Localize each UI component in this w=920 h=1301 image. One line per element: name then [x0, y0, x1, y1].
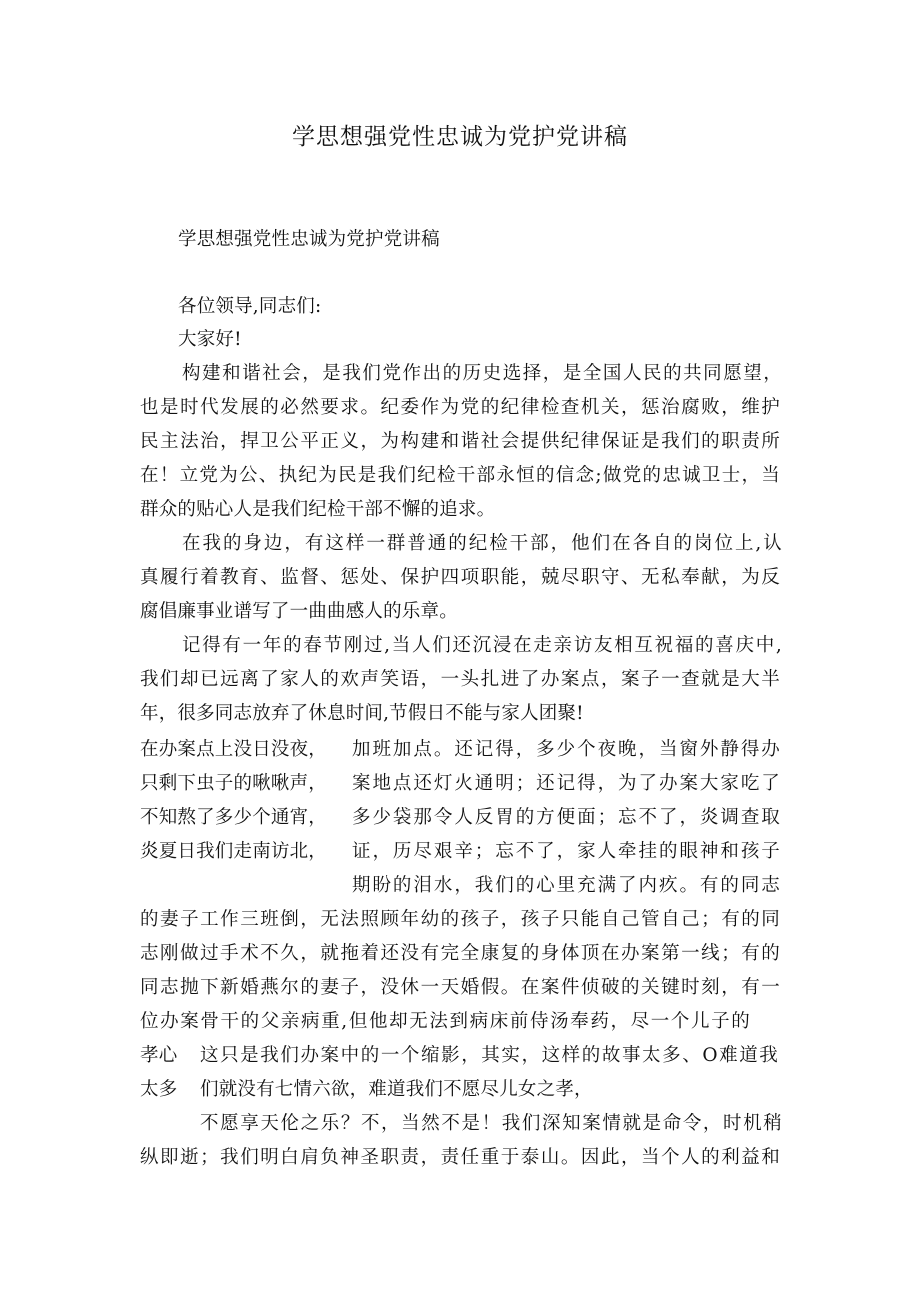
paragraph-2-line: 腐倡廉事业谱写了一曲曲感人的乐章。	[140, 601, 458, 622]
left-column-line: 不知熬了多少个通宵，	[140, 807, 328, 828]
salutation: 各位领导,同志们:	[178, 296, 322, 317]
paragraph-1-line: 在！立党为公、执纪为民是我们纪检干部永恒的信念;做党的忠诚卫士，当	[140, 465, 780, 486]
side-right-line: 这只是我们办案中的一个缩影，其实，这样的故事太多、O难道我	[200, 1045, 778, 1066]
paragraph-3-line: 年，很多同志放弃了休息时间,节假日不能与家人团聚!	[140, 703, 584, 724]
paragraph-3-line: 记得有一年的春节刚过,当人们还沉浸在走亲访友相互祝福的喜庆中,	[182, 635, 782, 656]
paragraph-1-line: 也是时代发展的必然要求。纪委作为党的纪律检查机关，惩治腐败，维护	[140, 397, 780, 418]
paragraph-1-line: 构建和谐社会，是我们党作出的历史选择，是全国人民的共同愿望，	[182, 363, 782, 384]
right-column-line: 加班加点。还记得，多少个夜晚，当窗外静得办	[352, 739, 780, 760]
subtitle: 学思想强党性忠诚为党护党讲稿	[178, 229, 440, 250]
paragraph-1-line: 群众的贴心人是我们纪检干部不懈的追求。	[140, 499, 496, 520]
left-column-line: 只剩下虫子的啾啾声，	[140, 773, 328, 794]
paragraph-4-line: 志刚做过手术不久，就拖着还没有完全康复的身体顶在办案第一线；有的	[140, 943, 780, 964]
right-column-line: 证，历尽艰辛；忘不了，家人牵挂的眼神和孩子	[352, 841, 780, 862]
paragraph-1-line: 民主法治，捍卫公平正义，为构建和谐社会提供纪律保证是我们的职责所	[140, 431, 780, 452]
paragraph-5-line: 不愿享天伦之乐？不，当然不是！我们深知案情就是命令，时机稍	[200, 1113, 782, 1134]
right-column-line: 期盼的泪水，我们的心里充满了内疚。有的同志	[352, 875, 780, 896]
paragraph-4-line: 的妻子工作三班倒，无法照顾年幼的孩子，孩子只能自己管自己；有的同	[140, 909, 780, 930]
right-column-line: 案地点还灯火通明；还记得，为了办案大家吃了	[352, 773, 780, 794]
paragraph-2-line: 真履行着教育、监督、惩处、保护四项职能，兢尽职守、无私奉献，为反	[140, 567, 780, 588]
paragraph-4-line: 同志抛下新婚燕尔的妻子，没休一天婚假。在案件侦破的关键时刻，有一	[140, 977, 780, 998]
greeting: 大家好!	[178, 329, 242, 350]
left-column-line: 在办案点上没日没夜，	[140, 739, 328, 760]
document-title: 学思想强党性忠诚为党护党讲稿	[292, 124, 628, 150]
paragraph-3-line: 我们却已远离了家人的欢声笑语，一头扎进了办案点，案子一查就是大半	[140, 669, 780, 690]
left-column-line: 炎夏日我们走南访北，	[140, 841, 328, 862]
side-right-line: 们就没有七情六欲，难道我们不愿尽儿女之孝，	[200, 1079, 593, 1100]
paragraph-4-line: 位办案骨干的父亲病重,但他却无法到病床前侍汤奉药，尽一个儿子的	[140, 1011, 750, 1032]
paragraph-2-line: 在我的身边，有这样一群普通的纪检干部，他们在各自的岗位上,认	[182, 533, 782, 554]
side-left-line: 太多	[140, 1079, 178, 1100]
paragraph-5-line: 纵即逝；我们明白肩负神圣职责，责任重于泰山。因此，当个人的利益和	[140, 1147, 780, 1168]
right-column-line: 多少袋那令人反胃的方便面；忘不了，炎调查取	[352, 807, 780, 828]
side-left-line: 孝心	[140, 1045, 178, 1066]
